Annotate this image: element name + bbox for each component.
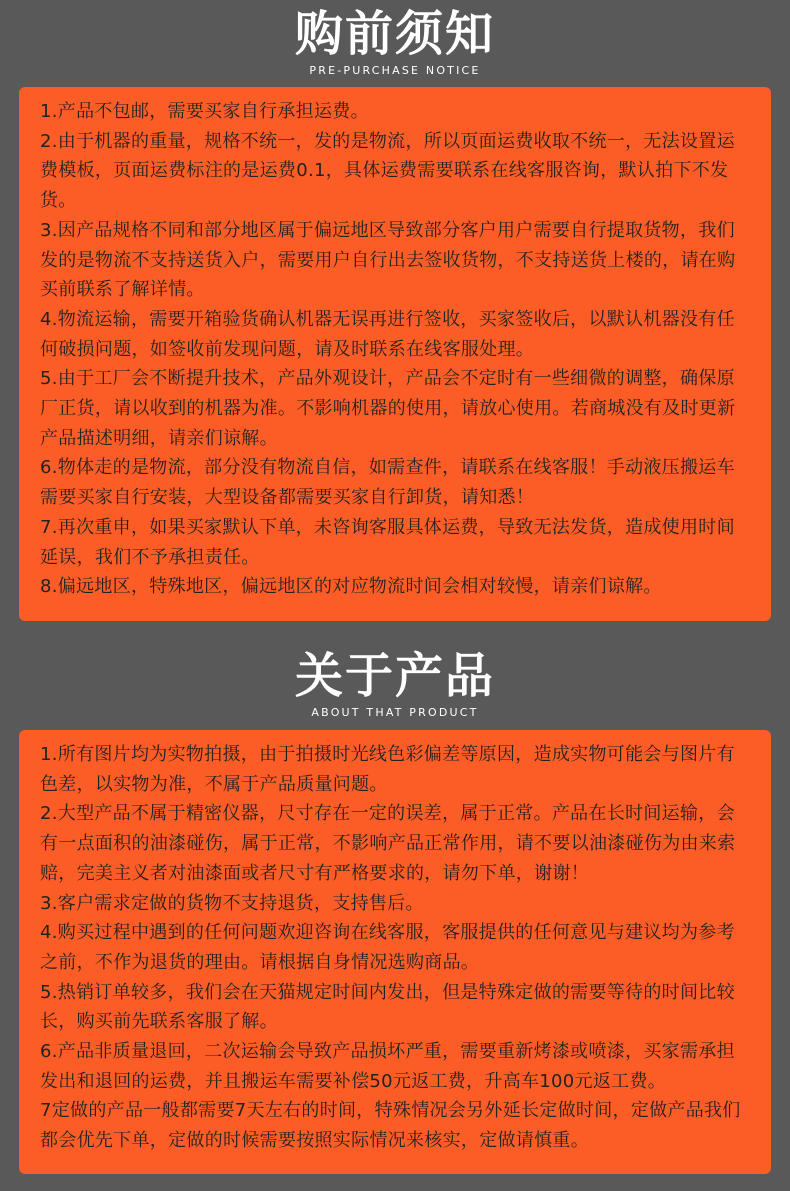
- product-item: 2.大型产品不属于精密仪器，尺寸存在一定的误差，属于正常。产品在长时间运输，会有一点面积的油漆碰伤，属于正常，不影响产品正常作用，请不要以油漆碰伤为由来索赔，完美主义者对油漆面或者尺寸有严格要求的，请勿下单，谢谢！: [40, 803, 736, 884]
- notice-item: 5.由于工厂会不断提升技术，产品外观设计，产品会不定时有一些细微的调整，确保原厂正货，请以收到的机器为准。不影响机器的使用，请放心使用。若商城没有及时更新产品描述明细，请亲们谅解。: [40, 368, 736, 449]
- product-item: 1.所有图片均为实物拍摄，由于拍摄时光线色彩偏差等原因，造成实物可能会与图片有色差，以实物为准，不属于产品质量问题。: [40, 744, 735, 795]
- notice-item: 2.由于机器的重量，规格不统一，发的是物流，所以页面运费收取不统一，无法设置运费模板，页面运费标注的是运费0.1，具体运费需要联系在线客服咨询，默认拍下不发货。: [40, 130, 735, 212]
- pre-purchase-subtitle: PRE-PURCHASE NOTICE: [309, 64, 481, 77]
- about-product-subtitle: ABOUT THAT PRODUCT: [311, 706, 479, 719]
- product-item: 7定做的产品一般都需要7天左右的时间，特殊情况会另外延长定做时间，定做产品我们都会优先下单，定做的时候需要按照实际情况来核实，定做请慎重。: [40, 1100, 741, 1152]
- product-item: 6.产品非质量退回，二次运输会导致产品损坏严重，需要重新烤漆或喷漆，买家需承担发出和退回的运费，并且搬运车需要补偿50元返工费，升高车100元返工费。: [40, 1041, 735, 1092]
- about-product-title: 关于产品: [294, 648, 495, 704]
- notice-item: 6.物体走的是物流，部分没有物流自信，如需查件，请联系在线客服！手动液压搬运车需要买家自行安装，大型设备都需要买家自行卸货，请知悉！: [40, 457, 735, 509]
- notice-item: 7.再次重申，如果买家默认下单，未咨询客服具体运费，导致无法发货，造成使用时间延误，我们不予承担责任。: [40, 516, 735, 568]
- about-product-box: [19, 730, 771, 1174]
- notice-item: 4.物流运输，需要开箱验货确认机器无误再进行签收，买家签收后，以默认机器没有任何破损问题，如签收前发现问题，请及时联系在线客服处理。: [40, 308, 735, 360]
- notice-item: 8.偏远地区，特殊地区，偏远地区的对应物流时间会相对较慢，请亲们谅解。: [40, 576, 662, 598]
- product-item: 5.热销订单较多，我们会在天猫规定时间内发出，但是特殊定做的需要等待的时间比较长，购买前先联系客服了解。: [40, 981, 735, 1033]
- product-item: 3.客户需求定做的货物不支持退货，支持售后。: [40, 892, 424, 914]
- pre-purchase-header: [0, 6, 790, 78]
- about-product-header: [0, 648, 790, 720]
- pre-purchase-notice-box: [19, 87, 771, 621]
- notice-item: 3.因产品规格不同和部分地区属于偏远地区导致部分客户用户需要自行提取货物，我们发的是物流不支持送货入户，需要用户自行出去签收货物，不支持送货上楼的，请在购买前联系了解详情。: [40, 219, 736, 301]
- notice-item: 1.产品不包邮，需要买家自行承担运费。: [40, 101, 369, 122]
- pre-purchase-title: 购前须知: [294, 6, 495, 62]
- product-item: 4.购买过程中遇到的任何问题欢迎咨询在线客服，客服提供的任何意见与建议均为参考之前，不作为退货的理由。请根据自身情况选购商品。: [40, 922, 735, 973]
